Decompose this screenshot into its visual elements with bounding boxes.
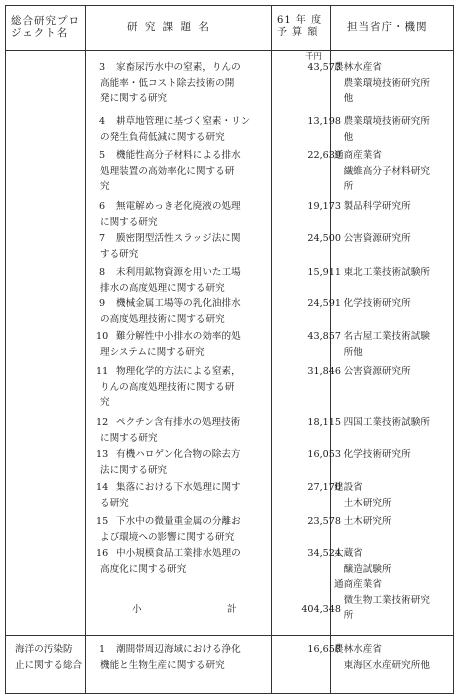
row-agency [334,114,430,145]
row-agency [334,480,392,511]
col-border-1 [85,5,86,694]
subtotal-label-left: 小 [132,604,142,615]
row-title-line: よび環境への影響に関する研究 [100,531,235,543]
row-agency [334,265,430,281]
row-budget: 31,846 [307,366,341,377]
row-agency-line: 微生物工業技術研究 [334,594,430,606]
row-agency-line: 所 [334,610,354,621]
row-agency [334,231,411,247]
subtotal-label-right: 計 [227,604,237,615]
row-agency-line: 通商産業省 [334,579,382,590]
col-border-right [453,5,454,694]
row-number: 11 [96,366,109,377]
row-agency-line: 所 [334,181,354,192]
row-number: 15 [96,516,109,527]
row-budget: 24,591 [307,298,341,309]
row-budget: 34,524 [307,548,341,559]
row-title [100,60,241,107]
subtotal-budget: 404,348 [301,604,341,615]
row-number: 5 [99,150,106,161]
row-agency [334,296,411,312]
row-title-line: 法に関する研究 [100,464,168,476]
row-title-line: の高度処理技術に関する研究 [100,313,225,325]
row-agency-line: 建設省 [334,482,363,493]
row-budget: 43,857 [307,331,341,342]
row-title-line: 未利用鉱物資源を用いた工場 [116,267,241,278]
table-bottom-border [5,693,454,694]
next-row-budget: 16,658 [307,644,341,655]
row-agency-line: 化学技術研究所 [334,449,411,460]
row-title-line: 発に関する研究 [100,93,168,104]
table-top-border [5,5,454,6]
row-title [100,199,241,230]
row-budget: 13,198 [307,116,341,127]
row-title-line: 究 [100,397,110,408]
header-research-title: 研 究 課 題 名 [127,21,211,33]
row-agency-line: 製品科学研究所 [334,201,411,212]
row-title-line: 集落における下水処理に関す [116,482,241,493]
row-title [100,231,241,262]
row-title-line: 下水中の微量重金属の分離お [116,516,241,527]
row-title-line: 物理化学的方法による窒素， [116,366,241,377]
row-number: 14 [96,482,109,493]
row-title-line: の発生負荷低減に関する研究 [100,131,225,143]
row-title-line: 難分解性中小排水の効率的処 [116,331,241,342]
row-agency [334,546,430,624]
header-agency: 担当省庁・機関 [347,21,428,33]
row-title-line: 排水の高度処理に関する研究 [100,282,225,294]
row-agency-line: 農業環境技術研究所 [334,116,430,127]
row-number: 6 [99,201,106,212]
row-title-line: 高度化に関する研究 [100,563,187,575]
row-title-line: りんの高度処理技術に関する研 [100,381,235,393]
row-title-line: 処理装置の高効率化に関する研 [100,165,235,177]
next-project-name: 海洋の汚染防 止に関する総合 [15,644,83,671]
row-title [100,265,241,296]
row-budget: 18,115 [307,417,341,428]
row-title-line: 膜密閉型活性スラッジ法に関 [116,233,241,244]
row-agency-line: 化学技術研究所 [334,298,411,309]
row-budget: 15,911 [307,267,341,278]
next-row-no: 1 [99,644,106,655]
row-agency-line: 公害資源研究所 [334,233,411,244]
row-title-line: 中小規模食品工業排水処理の [116,548,241,559]
row-title-line: る研究 [100,497,129,509]
row-title-line: 有機ハロゲン化合物の除去方 [116,449,241,460]
row-agency-line: 公害資源研究所 [334,366,411,377]
row-title-line: 理システムに関する研究 [100,346,205,358]
row-title-line: 家畜尿汚水中の窒素，りんの [116,62,241,73]
row-agency-line: 他 [334,93,354,104]
row-budget: 27,170 [307,482,341,493]
row-agency [334,60,430,107]
row-title [100,114,251,145]
header-project-name: 総合研究プロ ジェクト名 [11,15,80,39]
row-agency-line: 大蔵省 [334,548,363,559]
row-agency-line: 農業環境技術研究所 [334,77,430,89]
row-budget: 19,173 [307,201,341,212]
row-number: 9 [99,298,106,309]
row-agency [334,364,411,380]
row-agency-line: 四国工業技術試験所 [334,417,430,428]
col-border-2 [271,5,272,694]
row-title-line: 究 [100,181,110,192]
row-number: 10 [96,331,109,342]
row-title-line: 機能性高分子材料による排水 [116,150,241,161]
row-number: 13 [96,449,109,460]
row-agency-line: 農林水産省 [334,62,382,73]
section-divider [5,635,454,636]
row-agency [334,148,430,195]
row-budget: 24,500 [307,233,341,244]
row-agency-line: 所他 [334,346,363,358]
row-agency-line: 繊維高分子材料研究 [334,165,430,177]
row-title [100,148,241,195]
next-row-agency: 農林水産省 東海区水産研究所他 [334,644,430,671]
row-agency-line: 土木研究所 [334,516,392,527]
row-budget: 16,053 [307,449,341,460]
row-number: 16 [96,548,109,559]
row-budget: 23,578 [307,516,341,527]
unit-label: 千円 [305,52,323,62]
row-agency-line: 他 [334,131,354,143]
next-row-title: 潮間帯周辺海域における浄化 機能と生物生産に関する研究 [100,644,241,671]
row-agency [334,447,411,463]
row-number: 3 [99,62,106,73]
row-title-line: 高能率・低コスト除去技術の開 [100,77,235,89]
row-title-line: 機械金属工場等の乳化油排水 [116,298,241,309]
header-bottom-border [5,50,454,51]
row-agency-line: 通商産業省 [334,150,382,161]
row-number: 8 [99,267,106,278]
row-number: 12 [96,417,109,428]
row-agency [334,329,430,360]
row-title-line: 耕草地管理に基づく窒素・リン [116,116,251,127]
row-title-line: 無電解めっき老化廃液の処理 [116,201,241,212]
row-title-line: に関する研究 [100,216,158,228]
row-agency [334,415,430,431]
row-number: 4 [99,116,106,127]
row-budget: 43,573 [307,62,341,73]
row-title [100,296,241,327]
row-agency-line: 名古屋工業技術試験 [334,331,430,342]
row-agency-line: 東北工業技術試験所 [334,267,430,278]
row-agency-line: 醸造試験所 [334,563,392,575]
budget-table [5,5,454,694]
col-border-3 [330,5,331,694]
row-agency [334,514,392,530]
header-budget: 61 年 度 予 算 額 [277,15,323,38]
row-title-line: する研究 [100,248,139,260]
row-title-line: ペクチン含有排水の処理技術 [116,417,241,428]
col-border-left [5,5,6,694]
row-agency [334,199,411,215]
row-agency-line: 土木研究所 [334,497,392,509]
row-title-line: に関する研究 [100,432,158,444]
row-number: 7 [99,233,106,244]
row-budget: 22,639 [307,150,341,161]
